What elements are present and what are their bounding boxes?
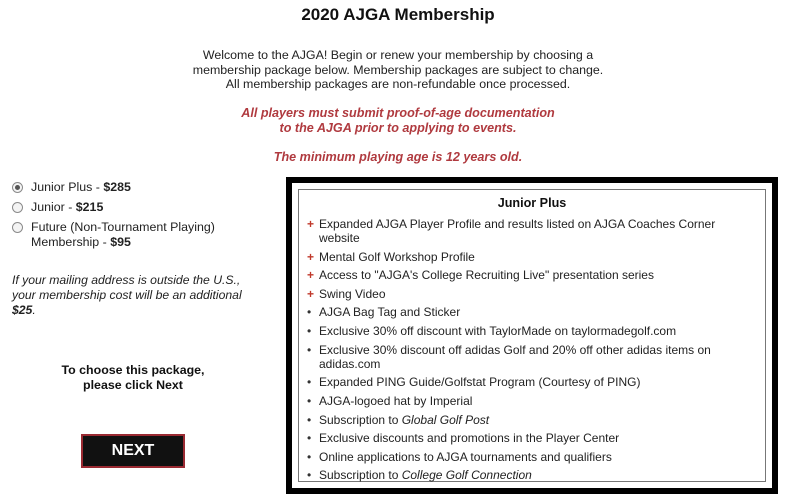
package-name: Future (Non-Tournament Playing) Membership -: [31, 220, 215, 249]
feature-publication: Global Golf Post: [401, 412, 490, 427]
feature-list: [299, 217, 765, 482]
radio-junior-plus[interactable]: [12, 182, 23, 193]
intro-line: Welcome to the AJGA! Begin or renew your membership by choosing a: [202, 48, 594, 62]
feature-text: [319, 431, 619, 445]
feature-text: [319, 468, 532, 482]
feature-main-text: Exclusive discounts and promotions in the Player Center: [319, 431, 620, 446]
feature-text: [319, 268, 654, 282]
proof-of-age-notice: [200, 106, 596, 136]
bullet-icon: •: [307, 412, 312, 427]
feature-item: [307, 394, 757, 408]
package-label: [31, 220, 256, 250]
feature-main-text: Swing Video: [319, 286, 386, 301]
package-price: $215: [75, 200, 104, 214]
mailing-note-end: .: [32, 303, 36, 317]
plus-icon: +: [307, 286, 315, 301]
feature-text: [319, 250, 475, 264]
bullet-icon: •: [307, 431, 312, 446]
package-options: [10, 180, 280, 255]
intro-line: membership package below. Membership packages are subject to change.: [192, 62, 604, 77]
page-title: 2020 AJGA Membership: [301, 5, 495, 24]
package-option-junior-plus[interactable]: [10, 180, 280, 195]
bullet-icon: •: [307, 468, 312, 483]
bullet-icon: •: [307, 375, 312, 390]
bullet-icon: •: [307, 324, 312, 339]
mailing-note-amount: $25: [12, 303, 33, 317]
feature-item: [307, 468, 757, 482]
mailing-note-text: If your mailing address is outside the U.S., your membership cost will be an additional: [12, 273, 242, 302]
feature-publication: College Golf Connection: [401, 468, 532, 483]
notice-line: All players must submit proof-of-age documentation: [241, 106, 555, 120]
feature-text: [319, 217, 757, 245]
feature-item: [307, 343, 757, 371]
feature-item: [307, 250, 757, 264]
next-button[interactable]: NEXT: [81, 434, 185, 468]
instruction-line: To choose this package,: [61, 363, 205, 377]
package-price: $95: [110, 235, 131, 249]
package-details-title: Junior Plus: [497, 196, 567, 210]
min-age-notice: The minimum playing age is 12 years old.: [273, 150, 523, 164]
feature-main-text: Access to "AJGA's College Recruiting Live" presentation series: [319, 268, 654, 283]
package-option-future[interactable]: [10, 220, 280, 250]
feature-item: [307, 268, 757, 282]
feature-item: [307, 217, 757, 245]
feature-text: [319, 324, 676, 338]
package-label: [31, 200, 103, 215]
radio-junior[interactable]: [12, 202, 23, 213]
feature-text: [319, 450, 612, 464]
feature-main-text: Expanded PING Guide/Golfstat Program (Courtesy of PING): [319, 375, 641, 390]
feature-main-text: Mental Golf Workshop Profile: [319, 249, 475, 264]
feature-item: [307, 305, 757, 319]
plus-icon: +: [307, 268, 315, 283]
feature-item: [307, 431, 757, 445]
bullet-icon: •: [307, 449, 312, 464]
instruction-line: please click Next: [83, 378, 183, 392]
feature-text: [319, 305, 460, 319]
feature-text: [319, 343, 757, 371]
plus-icon: +: [307, 249, 315, 264]
feature-item: [307, 413, 757, 427]
notice-line: to the AJGA prior to applying to events.: [279, 121, 517, 135]
package-name: Junior -: [31, 200, 76, 214]
intro-text: [170, 48, 626, 92]
feature-main-text: Subscription to: [319, 468, 402, 483]
package-details-inner: [298, 189, 766, 482]
feature-item: [307, 324, 757, 338]
feature-main-text: Subscription to: [319, 412, 402, 427]
plus-icon: +: [307, 217, 315, 231]
package-price: $285: [103, 180, 131, 194]
feature-text: [319, 394, 472, 408]
bullet-icon: •: [307, 342, 312, 357]
bullet-icon: •: [307, 393, 312, 408]
feature-item: [307, 287, 757, 301]
feature-text: [319, 375, 640, 389]
package-label: [31, 180, 131, 195]
feature-main-text: Exclusive 30% discount off adidas Golf and 20% off other adidas items on adidas.com: [319, 342, 711, 371]
feature-main-text: Online applications to AJGA tournaments and qualifiers: [319, 449, 612, 464]
feature-text: [319, 287, 386, 301]
bullet-icon: •: [307, 305, 312, 320]
feature-main-text: AJGA Bag Tag and Sticker: [319, 305, 461, 320]
choose-package-instruction: [30, 363, 236, 393]
mailing-address-note: [12, 273, 244, 318]
feature-main-text: AJGA-logoed hat by Imperial: [319, 393, 473, 408]
radio-future[interactable]: [12, 222, 23, 233]
feature-item: [307, 375, 757, 389]
package-name: Junior Plus -: [31, 180, 104, 194]
package-details-panel: [286, 177, 778, 494]
feature-text: [319, 413, 489, 427]
feature-item: [307, 450, 757, 464]
feature-main-text: Expanded AJGA Player Profile and results listed on AJGA Coaches Corner website: [319, 217, 716, 246]
intro-line: All membership packages are non-refundable once processed.: [225, 77, 571, 91]
package-option-junior[interactable]: [10, 200, 280, 215]
feature-main-text: Exclusive 30% off discount with TaylorMade on taylormadegolf.com: [319, 324, 677, 339]
